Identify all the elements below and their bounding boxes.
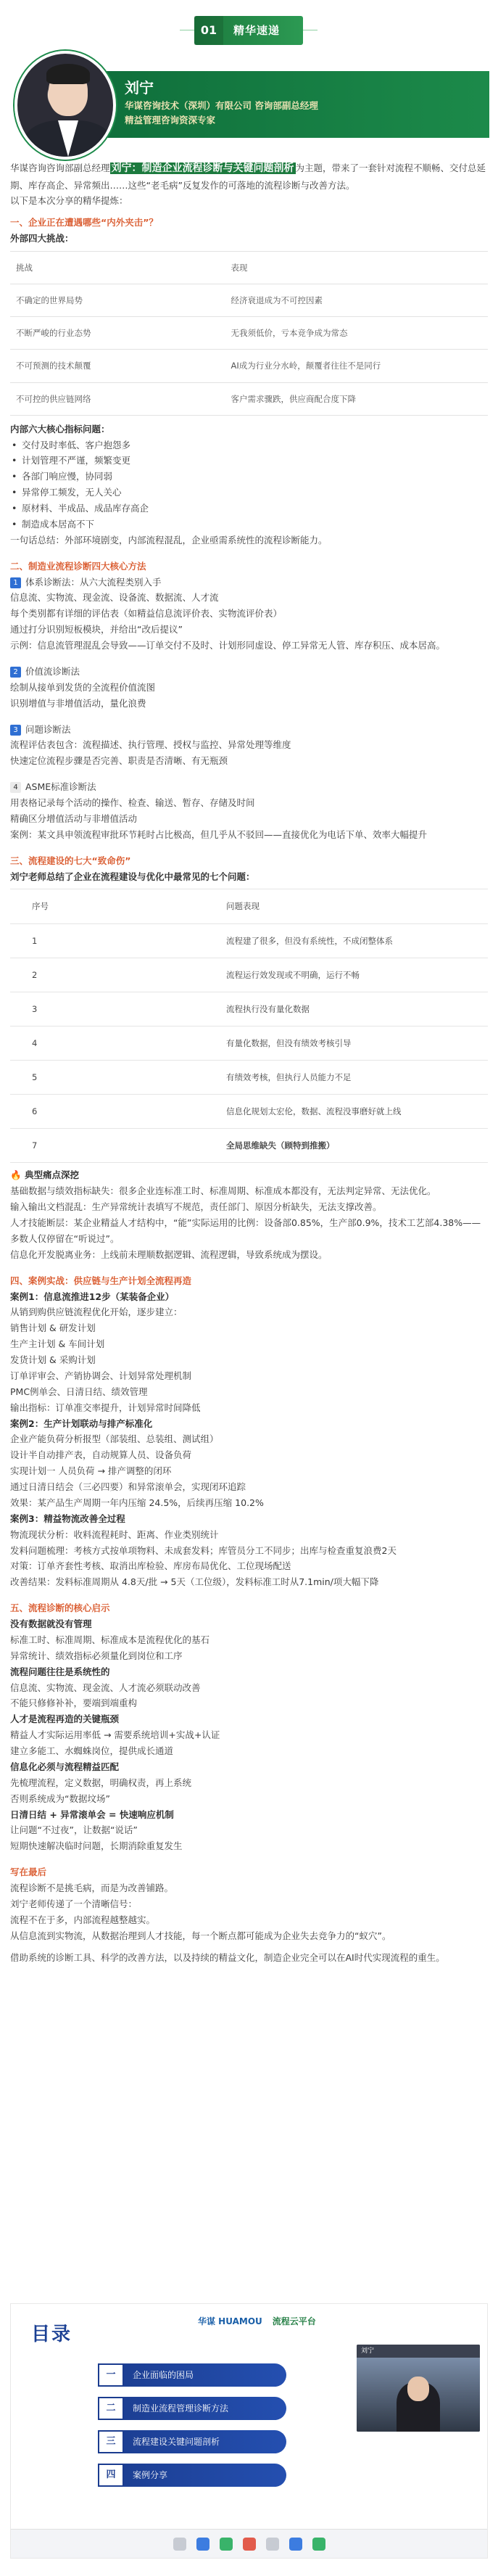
section-header (0, 0, 498, 51)
table-cell: 流程执行没有量化数据 (220, 992, 488, 1026)
table-cell: 有绩效考核，但执行人员能力不足 (220, 1061, 488, 1095)
case-line: 发料问题梳理：考核方式按单项物料、未成套发料；库管员分工不同步；出库与检查重复浪费2天 (10, 1544, 397, 1556)
insight-title: 日清日结 + 异常滚单会 = 快速响应机制 (10, 1808, 174, 1820)
meeting-icon[interactable] (289, 2538, 302, 2551)
list-item: • 各部门响应慢，协同弱 (10, 469, 488, 485)
pain-title (10, 1167, 488, 1183)
insight-line: 否则系统成为“数据坟场” (10, 1793, 110, 1804)
table-row (10, 350, 488, 382)
agenda-slide (10, 2303, 488, 2559)
method-number-badge: 1 (10, 577, 21, 588)
sec1-external-title: 外部四大挑战： (10, 233, 74, 244)
intro-paragraph (10, 160, 488, 193)
table-cell: 信息化规划太宏伦，数据、流程没事磨好就上线 (220, 1095, 488, 1129)
table-cell: 不可控的供应链网络 (10, 382, 225, 415)
sec4-title: 四、案例实战：供应链与生产计划全流程再造 (10, 1275, 192, 1286)
insight-line: 标准工时、标准周期、标准成本是流程优化的基石 (10, 1634, 210, 1645)
table-head-cell: 序号 (10, 889, 220, 923)
chat-icon[interactable] (220, 2538, 233, 2551)
browser-icon[interactable] (196, 2538, 209, 2551)
insight-title: 信息化必须与流程精益匹配 (10, 1761, 120, 1772)
pain-line: 输入输出文档混乱：生产异常统计表填写不规范，责任部门、原因分析缺失，无法支撑改善。 (10, 1201, 382, 1213)
method-title-text: 价值流诊断法 (25, 665, 80, 677)
table-row (10, 317, 488, 350)
case2-title: 案例2：生产计划联动与排产标准化 (10, 1417, 153, 1429)
list-item: • 计划管理不严谨，频繁变更 (10, 453, 488, 469)
agenda-number: 四 (98, 2464, 124, 2487)
case-line: 物流现状分析：收料流程耗时、距离、作业类别统计 (10, 1528, 219, 1540)
table-cell: 3 (10, 992, 220, 1026)
insight-line: 异常统计、绩效指标必须量化到岗位和工序 (10, 1650, 183, 1661)
ending-line: 流程诊断不是挑毛病，而是为改善铺路。 (10, 1882, 174, 1893)
case3-title: 案例3：精益物流改善全过程 (10, 1513, 125, 1524)
slide-logos (198, 2314, 316, 2329)
speaker-title-line1: 华谋咨询技术（深圳）有限公司 咨询部副总经理 (125, 100, 318, 111)
sec5-title: 五、流程诊断的核心启示 (10, 1602, 110, 1614)
table-cell: 5 (10, 1061, 220, 1095)
insight-line: 短期快速解决临时问题，长期消除重复发生 (10, 1840, 183, 1852)
section-title: 精华速递 (233, 23, 281, 37)
method-number-badge: 3 (10, 725, 21, 736)
speaker-title-line2: 精益管理咨询资深专家 (125, 115, 216, 125)
table-cell: 2 (10, 958, 220, 992)
insight-line: 让问题“不过夜”，让数据“说话” (10, 1824, 138, 1836)
case-line: 订单评审会、产销协调会、计划异常处理机制 (10, 1370, 192, 1381)
section-number: 01 (194, 16, 223, 45)
sec1-summary: 一句话总结：外部环境剧变，内部流程混乱，企业亟需系统性的流程诊断能力。 (10, 534, 328, 546)
method-line: 绘制从接单到发货的全流程价值流图 (10, 681, 156, 693)
table-cell: 流程运行效发现或不明确，运行不畅 (220, 958, 488, 992)
method-title-text: ASME标准诊断法 (25, 781, 96, 793)
method-line: 精确区分增值活动与非增值活动 (10, 812, 138, 824)
table-cell: 6 (10, 1095, 220, 1129)
table-row (10, 1061, 488, 1095)
intro-pre: 华谋咨询咨询部副总经理 (10, 162, 110, 173)
case-line: 从销到购供应链流程优化开始，逐步建立： (10, 1306, 183, 1318)
table-cell: 7 (10, 1129, 220, 1163)
insight-title: 人才是流程再造的关键瓶颈 (10, 1713, 120, 1725)
agenda-list (98, 2363, 286, 2497)
method-1-title (10, 575, 488, 590)
case1-title: 案例1：信息流推进12步（某装备企业） (10, 1291, 175, 1302)
table-cell: 1 (10, 923, 220, 958)
method-title-text: 体系诊断法：从六大流程类别入手 (25, 576, 162, 588)
video-label: 刘宁 (357, 2345, 480, 2358)
fire-icon: 🔥 (10, 1169, 22, 1181)
insight-line: 信息流、实物流、现金流、人才流必须联动改善 (10, 1682, 201, 1693)
agenda-label: 案例分享 (133, 2469, 168, 2480)
agenda-number: 三 (98, 2430, 124, 2453)
table-cell: 流程建了很多，但没有系统性，不成闭整体系 (220, 923, 488, 958)
case-line: 企业产能负荷分析报型（部装组、总装组、测试组） (10, 1433, 219, 1445)
section-badge (194, 16, 303, 45)
agenda-label: 流程建设关键问题剖析 (133, 2436, 220, 2447)
pain-line: 人才技能断层：某企业精益人才结构中，“能”实际运用的比例：设备部0.85%，生产部0.9%，技术工艺部4.38%——多数人仅停留在“听说过”。 (10, 1217, 481, 1244)
method-number-badge: 2 (10, 667, 21, 678)
agenda-label: 制造业流程管理诊断方法 (133, 2403, 229, 2414)
case-line: 输出指标：订单准交率提升，计划异常时间降低 (10, 1402, 201, 1413)
table-cell: 全局思维缺失（顾特到推搬） (220, 1129, 488, 1163)
insight-line: 精益人才实际运用率低 → 需要系统培训+实战+认证 (10, 1729, 220, 1741)
presentation-icon[interactable] (243, 2538, 256, 2551)
table-row (10, 382, 488, 415)
table-cell: 无我须低价，亏本竞争成为常态 (225, 317, 488, 350)
agenda-item (98, 2363, 286, 2387)
sec1-internal-title: 内部六大核心指标问题： (10, 423, 110, 435)
folder-icon[interactable] (266, 2538, 279, 2551)
speaker-photo (14, 51, 116, 160)
agenda-item (98, 2430, 286, 2453)
case-line: 改善结果：发料标准周期从 4.8天/批 → 5天（工位级），发料标准工时从7.1min/项大幅下降 (10, 1576, 379, 1588)
table-cell: 4 (10, 1026, 220, 1060)
case-line: 生产主计划 & 车间计划 (10, 1338, 105, 1350)
method-line: 通过打分识别短板模块，并给出“改后提议” (10, 624, 183, 635)
internal-issues-list (10, 437, 488, 532)
table-row (10, 1026, 488, 1060)
ending-line: 刘宁老师传递了一个清晰信号： (10, 1898, 138, 1909)
method-3-title (10, 722, 488, 738)
pain-title-text: 典型痛点深挖 (24, 1169, 79, 1181)
table-cell: 有量化数据，但没有绩效考核引导 (220, 1026, 488, 1060)
table-row (10, 1095, 488, 1129)
video-frame (357, 2358, 480, 2432)
speaker-video-thumbnail[interactable] (357, 2345, 480, 2432)
start-icon[interactable] (173, 2538, 186, 2551)
challenges-table (10, 251, 488, 416)
table-cell: 不可预测的技术颠覆 (10, 350, 225, 382)
method-number-badge: 4 (10, 782, 21, 793)
case-line: 效果：某产品生产周期一年内压缩 24.5%，后续再压缩 10.2% (10, 1497, 264, 1508)
pain-line: 基础数据与绩效指标缺失：很多企业连标准工时、标准周期、标准成本都没有，无法判定异常、无法优化。 (10, 1185, 436, 1197)
table-row (10, 992, 488, 1026)
list-item: • 交付及时率低、客户抱怨多 (10, 437, 488, 453)
table-cell: 经济衰退成为不可控因素 (225, 284, 488, 317)
article-body (0, 160, 498, 1965)
insight-line: 先梳理流程，定义数据，明确权责，再上系统 (10, 1777, 192, 1788)
insight-line: 建立多能工、水蜘蛛岗位，提供成长通道 (10, 1745, 174, 1756)
method-4-title (10, 779, 488, 795)
pain-line: 信息化开发脱离业务：上线前未理顺数据逻辑、流程逻辑，导致系统成为摆设。 (10, 1248, 328, 1260)
method-line: 示例：信息流管理混乱会导致——订单交付不及时、计划形同虚设、停工异常无人管、库存积压、成本居高。 (10, 640, 446, 651)
sec3-intro: 刘宁老师总结了企业在流程建设与优化中最常见的七个问题： (10, 871, 255, 882)
agenda-label: 企业面临的困局 (133, 2369, 194, 2380)
slide-title: 目录 (31, 2324, 72, 2345)
ending-line: 借助系统的诊断工具、科学的改善方法，以及持续的精益文化，制造企业完全可以在AI时代实现流程的重生。 (10, 1951, 445, 1963)
table-cell: AI成为行业分水岭，颠覆者往往不是同行 (225, 350, 488, 382)
insight-line: 不能只修修补补，要端到端重构 (10, 1698, 138, 1709)
speaker-card (9, 51, 489, 160)
table-head-cell: 问题表现 (220, 889, 488, 923)
method-line: 识别增值与非增值活动，量化浪费 (10, 697, 146, 709)
table-cell: 客户需求骤跌，供应商配合度下降 (225, 382, 488, 415)
table-cell: 不确定的世界局势 (10, 284, 225, 317)
case-line: 实现计划一 人员负荷 → 排产调整的闭环 (10, 1465, 172, 1477)
sec2-title: 二、制造业流程诊断四大核心方法 (10, 560, 146, 572)
method-line: 每个类别都有详细的评估表（如精益信息流评价表、实物流评价表） (10, 608, 283, 620)
table-row (10, 252, 488, 284)
agenda-item (98, 2464, 286, 2487)
table-head-cell: 表现 (225, 252, 488, 284)
ending-line: 从信息流到实物流，从数据治理到人才技能，每一个断点都可能成为企业失去竞争力的“蚁穴”。 (10, 1930, 391, 1941)
method-line: 快速定位流程步骤是否完善、职责是否清晰、有无瓶颈 (10, 755, 228, 767)
ending-line: 流程不在于多，内部流程越整越实。 (10, 1914, 156, 1925)
case-line: 发货计划 & 采购计划 (10, 1354, 96, 1365)
speaker-name: 刘宁 (125, 79, 154, 96)
list-item: • 异常停工频发，无人关心 (10, 485, 488, 501)
ending-title: 写在最后 (10, 1867, 47, 1878)
platform-logo: 流程云平台 (272, 2316, 316, 2326)
method-line: 案例：某文具申领流程审批环节耗时占比极高，但几乎从不驳回——直接优化为电话下单、效率大幅提升 (10, 828, 428, 840)
table-cell: 不断严峻的行业态势 (10, 317, 225, 350)
agenda-item (98, 2397, 286, 2420)
table-row (10, 284, 488, 317)
table-row (10, 923, 488, 958)
method-title-text: 问题诊断法 (25, 723, 71, 735)
case-line: 通过日清日结会（三必四要）和异常滚单会，实现闭环追踪 (10, 1481, 246, 1492)
table-row (10, 1129, 488, 1163)
sec1-title: 一、企业正在遭遇哪些“内外夹击”？ (10, 217, 158, 229)
method-line: 流程评估表包含：流程描述、执行管理、授权与监控、异常处理等维度 (10, 739, 291, 751)
insight-title: 流程问题往往是系统性的 (10, 1666, 110, 1677)
table-head-cell: 挑战 (10, 252, 225, 284)
intro-line2: 以下是本次分享的精华提炼： (10, 195, 128, 207)
table-row (10, 889, 488, 923)
seven-issues-table (10, 889, 488, 1163)
taskbar (11, 2529, 487, 2558)
table-row (10, 958, 488, 992)
sec3-title: 三、流程建设的七大“致命伤” (10, 855, 131, 866)
huamou-logo: 华谋 HUAMOU (198, 2316, 262, 2326)
case-line: 对策：订单齐套性考核、取消出库检验、库房布局优化、工位现场配送 (10, 1560, 291, 1572)
method-2-title (10, 664, 488, 680)
insight-title: 没有数据就没有管理 (10, 1618, 92, 1629)
list-item: • 原材料、半成品、成品库存高企 (10, 501, 488, 517)
intro-highlight: 刘宁：制造企业流程诊断与关键问题剖析 (111, 162, 294, 174)
agenda-number: 一 (98, 2363, 124, 2387)
case-line: 销售计划 & 研发计划 (10, 1322, 96, 1334)
case-line: PMC例单会、日清日结、绩效管理 (10, 1386, 148, 1397)
method-line: 信息流、实物流、现金流、设备流、数据流、人才流 (10, 592, 219, 604)
app-icon[interactable] (312, 2538, 325, 2551)
speaker-title (125, 99, 318, 128)
intro-post: 为主题，带来了一套针对流程不顺畅、交付总延期、库存高企、异常频出……这些“老毛病”反复发作的可落地的流程诊断与改善方法。 (10, 162, 486, 191)
method-line: 用表格记录每个活动的操作、检查、输送、暂存、存储及时间 (10, 797, 255, 808)
agenda-number: 二 (98, 2397, 124, 2420)
list-item: • 制造成本居高不下 (10, 517, 488, 532)
case-line: 设计半自动排产表，自动规算人员、设备负荷 (10, 1449, 192, 1461)
